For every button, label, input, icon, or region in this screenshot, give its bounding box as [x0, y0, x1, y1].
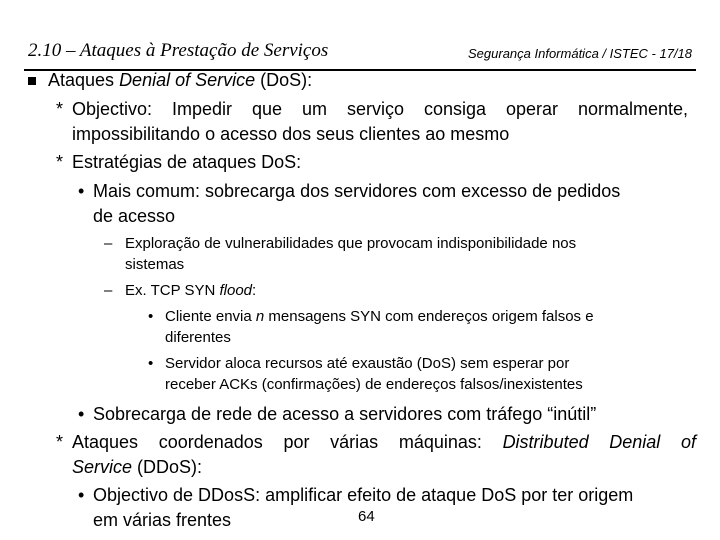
coordinated-marker: * [56, 432, 64, 452]
network-marker: • [78, 404, 85, 424]
exploit-marker: – [104, 235, 113, 252]
coordinated-line-2 [72, 457, 202, 478]
objective-marker: * [56, 99, 64, 119]
coordinated-prefix: Ataques coordenados por várias máquinas: [72, 432, 503, 452]
client-italic: n [255, 308, 265, 325]
course-info: Segurança Informática / ISTEC - 17/18 [468, 46, 692, 61]
client-suffix: mensagens SYN com endereços origem falsos e [264, 308, 594, 325]
strategies-text: Estratégias de ataques DoS: [72, 152, 302, 172]
ddos-line-1: Objectivo de DDosS: amplificar efeito de ataque DoS por ter origem [93, 485, 634, 505]
server-marker: • [148, 355, 154, 372]
server-line-1: Servidor aloca recursos até exaustão (DoS) sem esperar por [165, 355, 570, 372]
main-bullet-prefix: Ataques [48, 70, 120, 90]
ddos-line-2: em várias frentes [93, 510, 232, 530]
server-line-2: receber ACKs (confirmações) de endereços falsos/inexistentes [165, 376, 583, 393]
coordinated-line-1 [72, 432, 696, 453]
main-bullet-suffix: (DoS): [255, 70, 313, 90]
network-text: Sobrecarga de rede de acesso a servidores com tráfego “inútil” [93, 404, 597, 424]
client-line-1 [165, 308, 594, 325]
common-marker: • [78, 181, 85, 201]
ddos-marker: • [78, 485, 85, 505]
client-line-2: diferentes [165, 329, 231, 346]
common-line-2: de acesso [93, 206, 176, 226]
exploit-line-1: Exploração de vulnerabilidades que provocam indisponibilidade nos [125, 235, 577, 252]
client-marker: • [148, 308, 154, 325]
tcp-prefix: Ex. TCP SYN [125, 282, 220, 299]
objective-line-2: impossibilitando o acesso dos seus clientes ao mesmo [72, 124, 510, 144]
strategies-marker: * [56, 152, 64, 172]
tcp-italic: flood [219, 282, 253, 299]
tcp-suffix: : [252, 282, 257, 299]
client-prefix: Cliente envia [165, 308, 256, 325]
coordinated-italic: Distributed Denial of [502, 432, 696, 452]
main-bullet-italic: Denial of Service [119, 70, 256, 90]
square-bullet-icon [28, 77, 36, 85]
page-number: 64 [358, 508, 375, 525]
coordinated-line-2-italic: Service [72, 457, 133, 477]
objective-line-1: Objectivo: Impedir que um serviço consiga operar normalmente, [72, 99, 688, 119]
slide-title: 2.10 – Ataques à Prestação de Serviços [28, 40, 329, 61]
exploit-line-2: sistemas [125, 256, 185, 273]
tcp-text [125, 282, 256, 299]
common-line-1: Mais comum: sobrecarga dos servidores com excesso de pedidos [93, 181, 621, 201]
tcp-marker: – [104, 282, 113, 299]
coordinated-line-2-suffix: (DDoS): [132, 457, 203, 477]
main-bullet [48, 70, 312, 91]
